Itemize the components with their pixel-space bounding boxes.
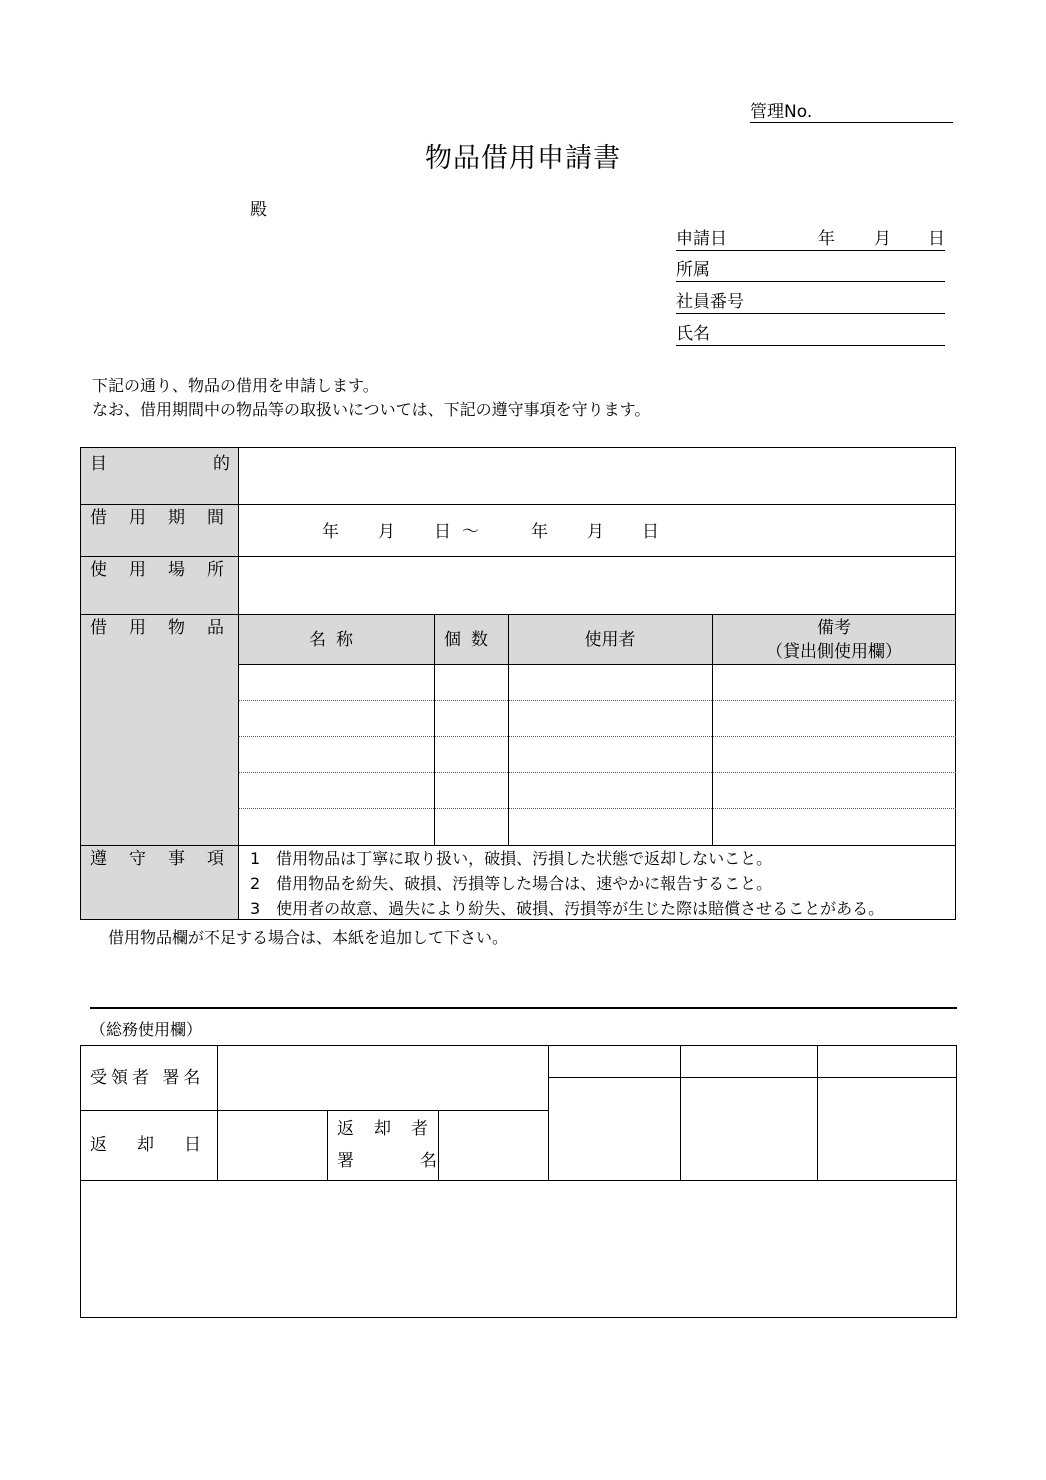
row-divider <box>80 504 956 505</box>
application-date-year: 年 <box>818 229 835 249</box>
item-row[interactable] <box>239 809 956 845</box>
returner-label-line1: 返却者 <box>337 1119 448 1139</box>
place-field[interactable] <box>239 557 955 614</box>
admin-remarks-field[interactable] <box>81 1181 956 1317</box>
period-tilde: ～ <box>462 522 479 542</box>
affiliation-underline <box>676 281 945 282</box>
application-date-day: 日 <box>928 229 945 249</box>
employee-no-label: 社員番号 <box>676 292 744 312</box>
period-start-year: 年 <box>322 522 339 542</box>
items-header-qty: 個数 <box>444 630 498 650</box>
row-divider <box>80 614 956 615</box>
application-date-underline <box>676 250 945 251</box>
item-row[interactable] <box>239 665 956 700</box>
admin-col-divider <box>327 1110 328 1180</box>
row-divider <box>80 845 956 846</box>
period-start-day: 日 <box>434 522 451 542</box>
name-underline <box>676 345 945 346</box>
approval-stamp-box[interactable] <box>681 1078 817 1180</box>
approval-stamp-box[interactable] <box>818 1078 956 1180</box>
return-date-label: 返却日 <box>90 1135 231 1155</box>
purpose-label <box>90 454 336 474</box>
receiver-sign-label: 受領者 署名 <box>90 1068 205 1088</box>
items-label: 借用物品 <box>90 618 246 638</box>
item-row[interactable] <box>239 737 956 772</box>
items-header-name: 名称 <box>309 630 363 650</box>
management-no-underline <box>750 122 953 123</box>
items-header-note-sub: （貸出側使用欄） <box>766 642 902 662</box>
addressee-suffix: 殿 <box>250 200 267 220</box>
items-header-user: 使用者 <box>584 630 636 650</box>
admin-section-label: （総務使用欄） <box>90 1020 203 1039</box>
period-end-day: 日 <box>642 522 659 542</box>
items-overflow-note: 借用物品欄が不足する場合は、本紙を追加して下さい。 <box>108 928 509 947</box>
rule-item-1: 1 借用物品は丁寧に取り扱い，破損、汚損した状態で返却しないこと。 <box>250 849 773 868</box>
return-date-field[interactable] <box>218 1111 327 1180</box>
name-label: 氏名 <box>676 324 710 344</box>
intro-line-2: なお、借用期間中の物品等の取扱いについては、下記の遵守事項を守ります。 <box>92 400 651 419</box>
period-start-month: 月 <box>378 522 395 542</box>
returner-label-line2-text: 署名 <box>337 1151 503 1171</box>
intro-line-1: 下記の通り、物品の借用を申請します。 <box>92 376 379 395</box>
item-row[interactable] <box>239 773 956 808</box>
purpose-label-text: 目的 <box>90 454 336 474</box>
rule-item-2: 2 借用物品を紛失、破損、汚損等した場合は、速やかに報告すること。 <box>250 874 773 893</box>
purpose-field[interactable] <box>239 448 955 504</box>
rule-item-3: 3 使用者の故意、過失により紛失、破損、汚損等が生じた際は賠償させることがある。 <box>250 899 885 918</box>
receiver-sign-field[interactable] <box>218 1046 548 1110</box>
period-label: 借用期間 <box>90 508 246 528</box>
section-divider <box>90 1007 957 1009</box>
application-date-label: 申請日 <box>676 229 727 249</box>
period-end-year: 年 <box>531 522 548 542</box>
period-end-month: 月 <box>587 522 604 542</box>
management-no-label: 管理No. <box>750 102 813 122</box>
place-label: 使用場所 <box>90 560 246 580</box>
items-header-note: 備考 <box>817 618 851 638</box>
returner-sign-field[interactable] <box>439 1111 548 1180</box>
approval-stamp-box[interactable] <box>549 1078 680 1180</box>
page-title: 物品借用申請書 <box>425 143 621 174</box>
rules-label: 遵守事項 <box>90 849 246 869</box>
item-row[interactable] <box>239 701 956 736</box>
affiliation-label: 所属 <box>676 260 710 280</box>
application-date-month: 月 <box>874 229 891 249</box>
employee-no-underline <box>676 313 945 314</box>
